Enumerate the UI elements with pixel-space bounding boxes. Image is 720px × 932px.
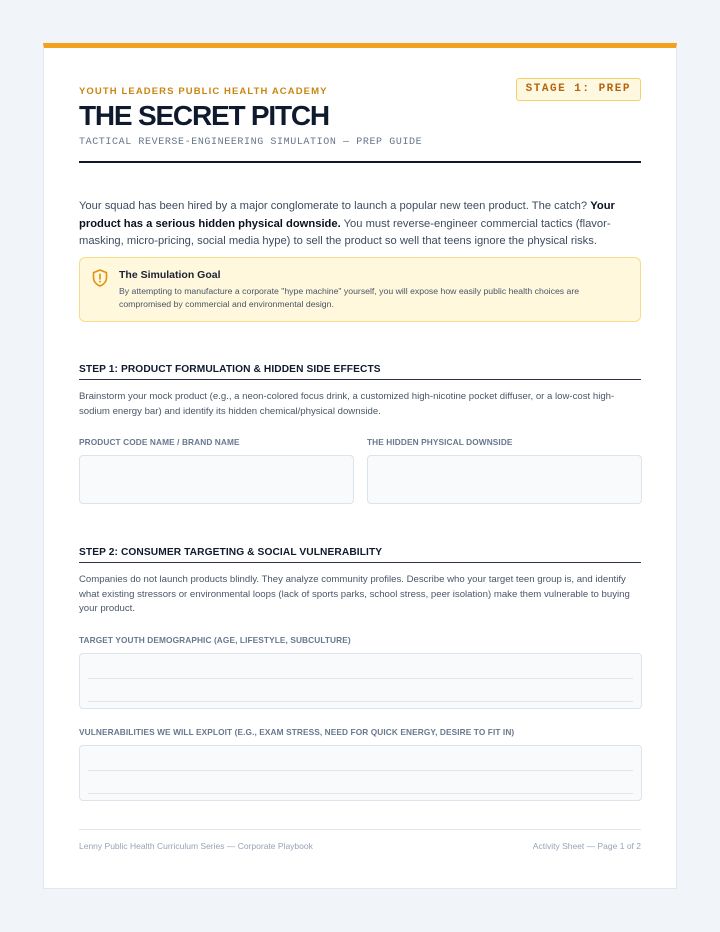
writing-line bbox=[88, 678, 633, 679]
intro-bold: Your product has a serious hidden physical downside. bbox=[79, 200, 615, 230]
step1-description: Brainstorm your mock product (e.g., a neon-colored focus drink, a customized high-nicotine pocket diffuser, or a low-cost high-sodium energy bar) and identify its hidden chemical/physical downside. bbox=[79, 391, 615, 417]
page-subtitle: TACTICAL REVERSE-ENGINEERING SIMULATION — PREP GUIDE bbox=[79, 137, 423, 148]
vulnerabilities-label: VULNERABILITIES WE WILL EXPLOIT (E.G., EXAM STRESS, NEED FOR QUICK ENERGY, DESIRE TO FIT IN) bbox=[79, 727, 515, 737]
academy-name: YOUTH LEADERS PUBLIC HEALTH ACADEMY bbox=[79, 86, 328, 97]
step2-heading: STEP 2: CONSUMER TARGETING & SOCIAL VULNERABILITY bbox=[79, 547, 383, 558]
footer-page-number: Activity Sheet — Page 1 of 2 bbox=[532, 841, 641, 851]
header-divider bbox=[79, 161, 641, 163]
target-demographic-label: TARGET YOUTH DEMOGRAPHIC (AGE, LIFESTYLE, SUBCULTURE) bbox=[79, 635, 351, 645]
brand-name-field[interactable] bbox=[79, 455, 354, 504]
goal-text: By attempting to manufacture a corporate "hype machine" yourself, you will expose how easily public health choices are compromised by commercial and environmental design. bbox=[119, 286, 580, 309]
step2-divider bbox=[79, 562, 641, 563]
intro-paragraph bbox=[79, 198, 641, 251]
brand-name-label: PRODUCT CODE NAME / BRAND NAME bbox=[79, 437, 240, 447]
simulation-goal-callout bbox=[79, 257, 641, 322]
goal-title: The Simulation Goal bbox=[119, 269, 221, 281]
footer-series: Lenny Public Health Curriculum Series — Corporate Playbook bbox=[79, 841, 313, 851]
vulnerabilities-field[interactable] bbox=[79, 745, 642, 801]
step2-description: Companies do not launch products blindly. They analyze community profiles. Describe who your target teen group is, and identify what existing stressors or environmental loops (lack of sports parks, school stress, peer isolation) make them vulnerable to buying your product. bbox=[79, 574, 630, 615]
writing-line bbox=[88, 770, 633, 771]
page-title: THE SECRET PITCH bbox=[79, 100, 329, 131]
writing-line bbox=[88, 701, 633, 702]
intro-lead: Your squad has been hired by a major conglomerate to launch a popular new teen product. The catch? bbox=[79, 200, 591, 212]
hidden-downside-field[interactable] bbox=[367, 455, 642, 504]
intro-rest: You must reverse-engineer commercial tactics (flavor-masking, micro-pricing, social media hype) to sell the product so well that teens ignore the physical risks. bbox=[79, 217, 611, 247]
hidden-downside-label: THE HIDDEN PHYSICAL DOWNSIDE bbox=[367, 437, 513, 447]
footer-divider bbox=[79, 829, 641, 830]
target-demographic-field[interactable] bbox=[79, 653, 642, 709]
activity-sheet bbox=[43, 43, 677, 889]
step1-divider bbox=[79, 379, 641, 380]
shield-alert-icon bbox=[92, 269, 108, 287]
step1-heading: STEP 1: PRODUCT FORMULATION & HIDDEN SIDE EFFECTS bbox=[79, 364, 381, 375]
stage-badge: STAGE 1: PREP bbox=[516, 78, 641, 101]
writing-line bbox=[88, 793, 633, 794]
